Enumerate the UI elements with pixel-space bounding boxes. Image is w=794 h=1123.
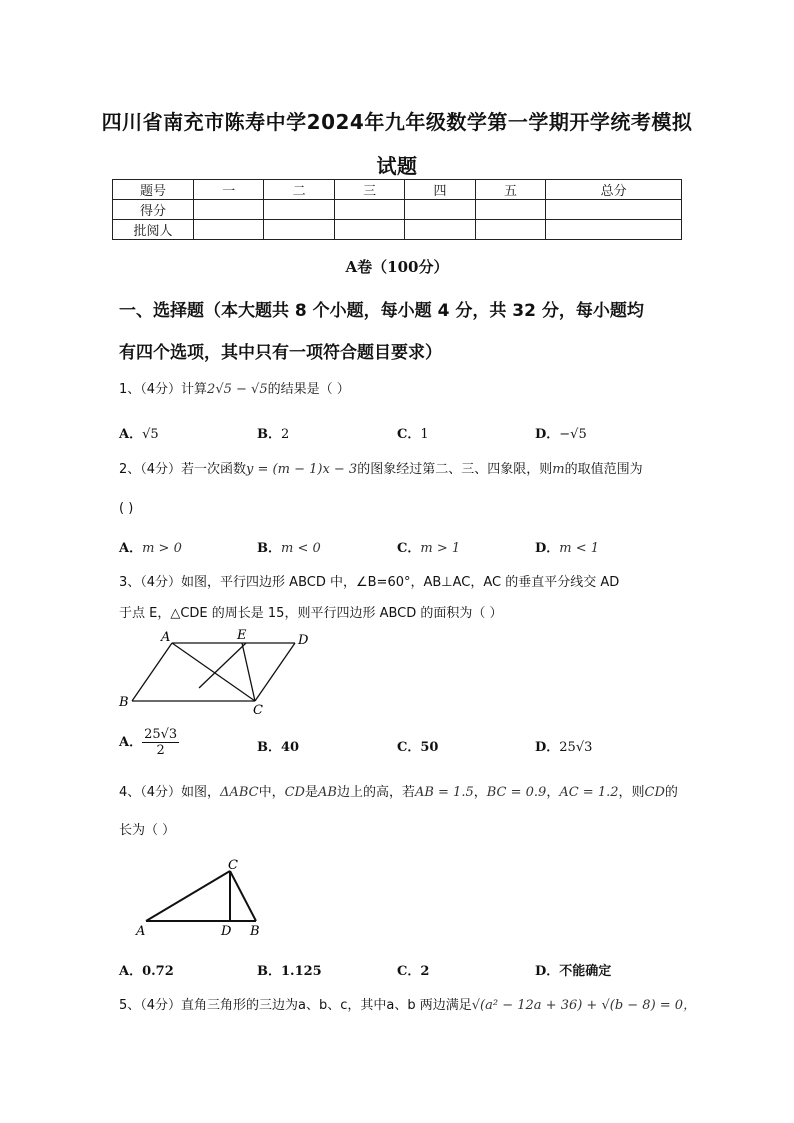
option-value: m < 1: [559, 541, 600, 556]
q2-prefix: 2、（4分）若一次函数: [119, 462, 247, 477]
volume-heading: A卷（100分）: [345, 258, 449, 276]
option-letter: B．: [257, 740, 281, 755]
parallelogram-figure: [115, 628, 315, 718]
score-cell: [475, 200, 545, 220]
q1-option-d: [535, 423, 587, 442]
q4-segment: CD: [284, 785, 305, 800]
option-letter: D．: [535, 740, 560, 755]
score-row-label: 批阅人: [113, 220, 194, 240]
score-row-label: 得分: [113, 200, 194, 220]
triangle-figure: [130, 855, 290, 940]
q2-variable: m: [552, 462, 565, 477]
option-value: −√5: [559, 427, 587, 442]
score-header-cell: 题号: [113, 180, 194, 200]
option-value: 40: [281, 740, 300, 755]
score-header-cell: 二: [264, 180, 334, 200]
score-cell: [334, 220, 404, 240]
q4-segment: CD: [644, 785, 665, 800]
q1-expression: 2√5 − √5: [207, 382, 268, 397]
option-letter: B．: [257, 541, 281, 556]
score-cell: [405, 220, 475, 240]
figure-label: E: [237, 628, 247, 643]
q1-option-b: [257, 423, 289, 442]
q4-text: 是: [304, 785, 318, 800]
q4-option-a: [119, 960, 174, 979]
option-value: m > 1: [420, 541, 461, 556]
figure-label: A: [161, 630, 171, 645]
q2-suffix: 的取值范围为: [564, 462, 643, 477]
q4-option-b: [257, 960, 322, 979]
doc-title-line1: 四川省南充市陈寿中学2024年九年级数学第一学期开学统考模拟: [101, 110, 693, 134]
section-heading-line2: 有四个选项，其中只有一项符合题目要求）: [119, 343, 442, 363]
score-cell: [546, 200, 682, 220]
option-letter: C．: [397, 964, 421, 979]
q1-prefix: 1、（4分）计算: [119, 382, 208, 397]
q3-line2: 于点 E，△CDE 的周长是 15，则平行四边形 ABCD 的面积为（ ）: [119, 606, 503, 621]
option-letter: A．: [119, 541, 143, 556]
figure-label: D: [221, 924, 232, 939]
figure-label: C: [228, 858, 238, 873]
score-cell: [546, 220, 682, 240]
q4-text: ，则: [618, 785, 645, 800]
q2-option-d: [535, 537, 599, 556]
option-letter: A．: [119, 964, 143, 979]
option-value: m > 0: [142, 541, 182, 556]
option-value: 1.125: [281, 964, 322, 979]
q4-option-c: [397, 960, 429, 979]
option-value: 不能确定: [559, 964, 612, 979]
fraction-denominator: 2: [156, 743, 165, 758]
option-letter: D．: [535, 541, 560, 556]
score-cell: [405, 200, 475, 220]
score-table-row: [113, 220, 682, 240]
option-letter: B．: [257, 427, 281, 442]
figure-label: C: [253, 703, 263, 718]
option-letter: C．: [397, 541, 421, 556]
q1-option-c: [397, 423, 429, 442]
q2-option-c: [397, 537, 460, 556]
option-value: 0.72: [142, 964, 174, 979]
question-2: [119, 460, 643, 480]
q3-line1: 3、（4分）如图，平行四边形 ABCD 中，∠B=60°，AB⊥AC，AC 的垂直平分线交 AD: [119, 575, 620, 590]
fraction-numerator: 25√3: [144, 727, 178, 742]
figure-label: B: [250, 924, 260, 939]
q4-value: BC = 0.9: [486, 785, 547, 800]
figure-label: A: [136, 924, 146, 939]
option-letter: D．: [535, 427, 560, 442]
option-value: 2: [281, 427, 290, 442]
option-value: 25√3: [559, 740, 593, 755]
question-4: 4、（4分）如图，ΔABC中，CD是AB边上的高，若AB = 1.5，BC = 0.9，AC = 1.2，则CD的: [119, 785, 678, 800]
q4-value: AB = 1.5: [414, 785, 474, 800]
q4-text: 中，: [258, 785, 285, 800]
q4-prefix: 4、（4分）如图，: [119, 785, 221, 800]
option-letter: D．: [535, 964, 560, 979]
option-value: 1: [420, 427, 429, 442]
option-letter: B．: [257, 964, 281, 979]
fraction: [142, 727, 179, 758]
score-cell: [475, 220, 545, 240]
score-header-cell: 五: [475, 180, 545, 200]
q4-value: AC = 1.2: [559, 785, 619, 800]
figure-label: B: [119, 695, 129, 710]
q4-line2: 长为（ ）: [119, 823, 176, 838]
figure-label: D: [298, 633, 309, 648]
score-header-cell: 四: [405, 180, 475, 200]
q2-option-b: [257, 537, 321, 556]
option-value: √5: [142, 427, 159, 442]
option-letter: A．: [119, 735, 143, 750]
question-5: [119, 996, 696, 1016]
score-header-cell: 三: [334, 180, 404, 200]
q2-paren: ( ): [119, 501, 134, 516]
q3-option-c: [397, 736, 438, 755]
option-value: m < 0: [281, 541, 321, 556]
score-header-cell: 总分: [546, 180, 682, 200]
question-1: [119, 380, 350, 400]
option-letter: A．: [119, 427, 143, 442]
q3-option-b: [257, 736, 299, 755]
score-header-cell: 一: [194, 180, 264, 200]
option-letter: C．: [397, 427, 421, 442]
q5-text: 5、（4分）直角三角形的三边为a、b、c，其中a、b 两边满足: [119, 998, 472, 1013]
q1-suffix: 的结果是（ ）: [267, 382, 350, 397]
q3-option-a: [119, 727, 179, 758]
section-heading-line1: 一、选择题（本大题共 8 个小题，每小题 4 分，共 32 分，每小题均: [119, 301, 644, 321]
score-table-row: [113, 200, 682, 220]
option-value: 50: [420, 740, 439, 755]
score-cell: [194, 220, 264, 240]
q1-option-a: [119, 423, 159, 442]
option-letter: C．: [397, 740, 421, 755]
q4-option-d: [535, 960, 611, 979]
score-table-header-row: [113, 180, 682, 200]
doc-title-line2: 试题: [376, 154, 418, 178]
option-value: 2: [420, 964, 430, 979]
q2-option-a: [119, 537, 182, 556]
q4-triangle: ΔABC: [220, 785, 259, 800]
q4-segment: AB: [317, 785, 337, 800]
score-cell: [264, 220, 334, 240]
score-cell: [334, 200, 404, 220]
q2-expression: y = (m − 1)x − 3: [246, 462, 358, 477]
score-table: [112, 179, 682, 240]
score-cell: [264, 200, 334, 220]
q3-option-d: [535, 736, 592, 755]
q5-expression: √(a² − 12a + 36) + √(b − 8) = 0，: [471, 998, 697, 1013]
q4-text: 边上的高，若: [336, 785, 415, 800]
q2-middle: 的图象经过第二、三、四象限，则: [357, 462, 553, 477]
q4-text: 的: [664, 785, 678, 800]
score-cell: [194, 200, 264, 220]
